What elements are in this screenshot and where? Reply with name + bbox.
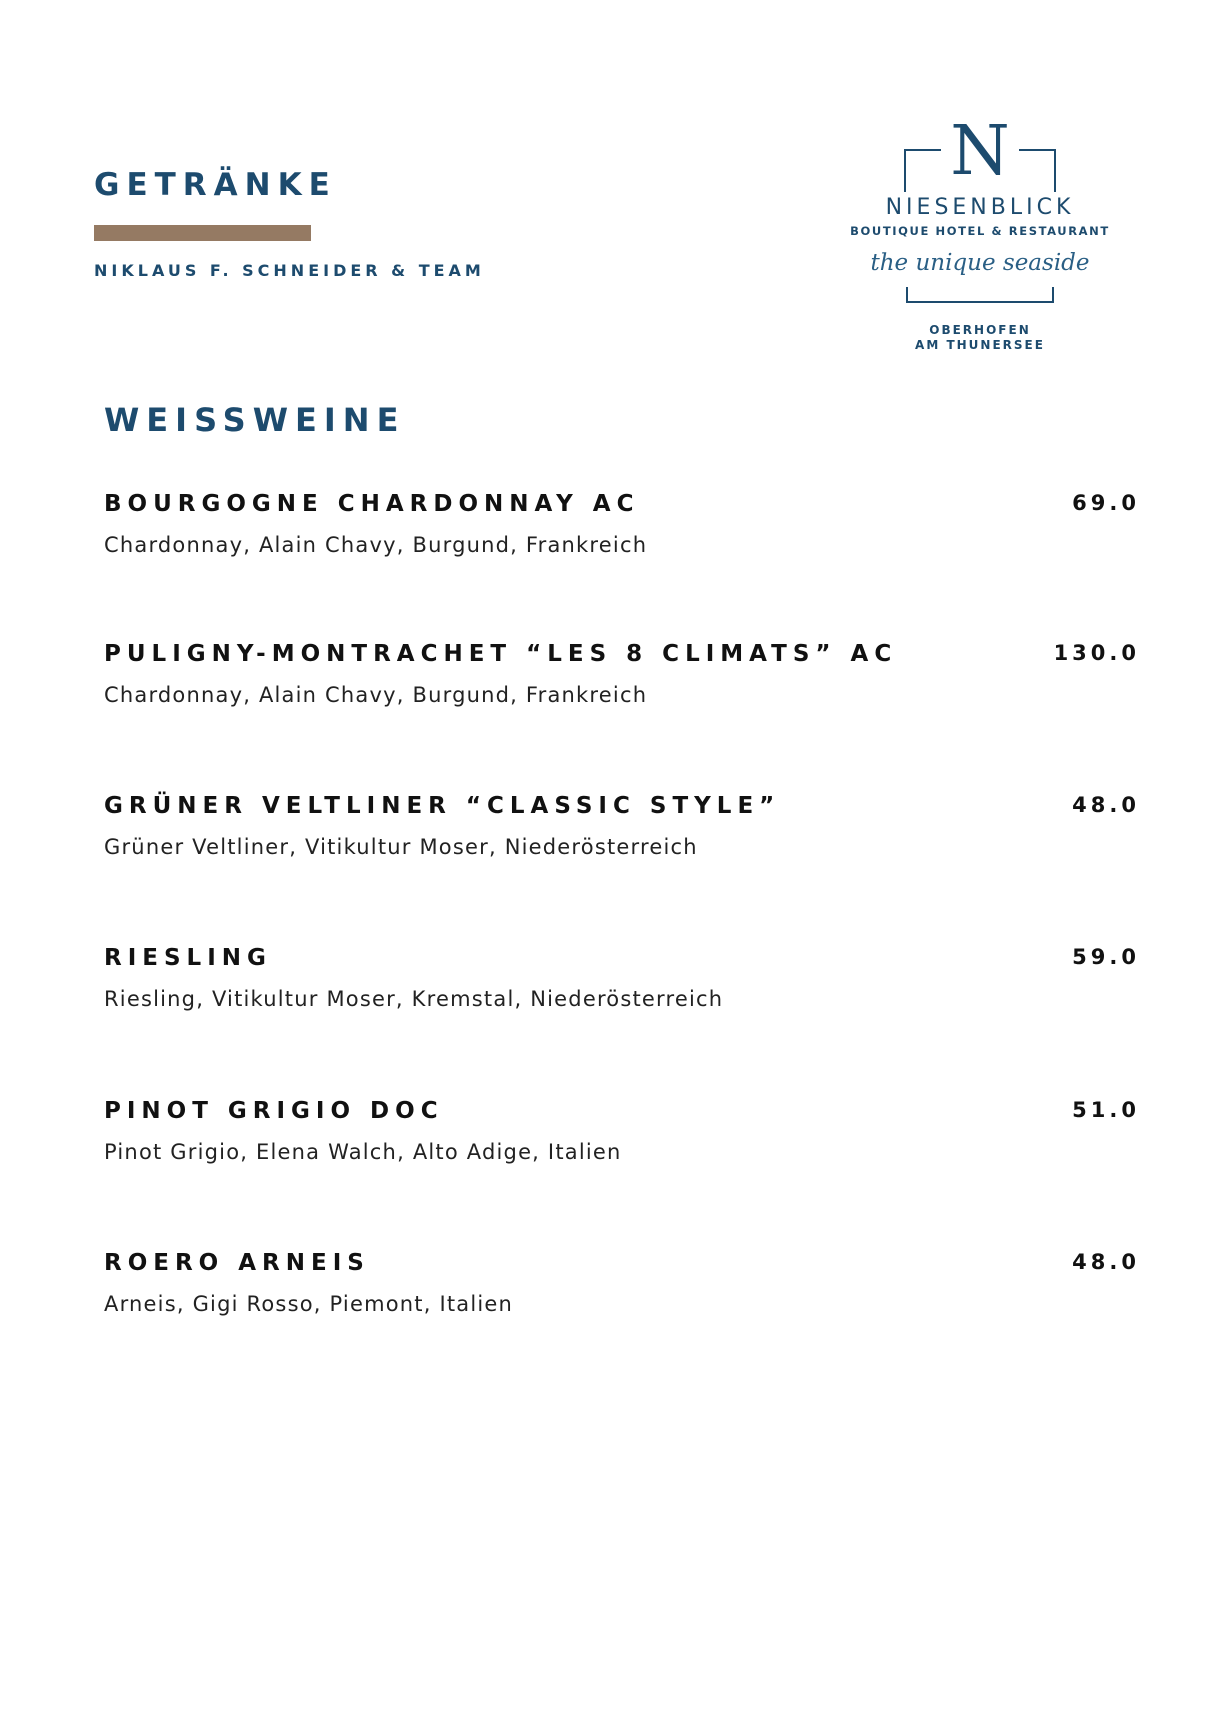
- wine-name: PINOT GRIGIO DOC: [104, 1098, 444, 1124]
- logo-tagline: BOUTIQUE HOTEL & RESTAURANT: [850, 224, 1110, 238]
- wine-item: [104, 643, 1144, 733]
- wine-name: GRÜNER VELTLINER “CLASSIC STYLE”: [104, 793, 781, 819]
- wine-item: [104, 493, 1144, 583]
- wine-name: BOURGOGNE CHARDONNAY AC: [104, 491, 640, 517]
- wine-name: RIESLING: [104, 945, 272, 971]
- wine-item: [104, 1100, 1144, 1190]
- wine-price: 48.0: [1072, 1250, 1140, 1274]
- wine-description: Riesling, Vitikultur Moser, Kremstal, Niederösterreich: [104, 987, 724, 1011]
- wine-price: 130.0: [1053, 641, 1140, 665]
- page-subtitle: NIKLAUS F. SCHNEIDER & TEAM: [94, 261, 485, 280]
- logo-script: the unique seaside: [870, 250, 1090, 276]
- wine-price: 48.0: [1072, 793, 1140, 817]
- wine-price: 59.0: [1072, 945, 1140, 969]
- wine-description: Chardonnay, Alain Chavy, Burgund, Frankreich: [104, 533, 648, 557]
- logo-location-line1: OBERHOFEN: [929, 323, 1031, 337]
- section-title: WEISSWEINE: [104, 401, 406, 439]
- title-underline-bar: [94, 225, 311, 241]
- wine-price: 69.0: [1072, 491, 1140, 515]
- page-title: GETRÄNKE: [94, 167, 337, 203]
- wine-description: Chardonnay, Alain Chavy, Burgund, Frankreich: [104, 683, 648, 707]
- wine-description: Pinot Grigio, Elena Walch, Alto Adige, Italien: [104, 1140, 622, 1164]
- wine-item: [104, 947, 1144, 1037]
- svg-text:N: N: [950, 112, 1010, 191]
- wine-description: Grüner Veltliner, Vitikultur Moser, Niederösterreich: [104, 835, 698, 859]
- wine-name: ROERO ARNEIS: [104, 1250, 370, 1276]
- logo-name: NIESENBLICK: [885, 195, 1075, 220]
- wine-item: [104, 1252, 1144, 1342]
- wine-description: Arneis, Gigi Rosso, Piemont, Italien: [104, 1292, 514, 1316]
- wine-item: [104, 795, 1144, 885]
- hotel-logo: [845, 112, 1115, 357]
- wine-price: 51.0: [1072, 1098, 1140, 1122]
- wine-name: PULIGNY-MONTRACHET “LES 8 CLIMATS” AC: [104, 641, 898, 667]
- logo-location-line2: AM THUNERSEE: [915, 338, 1045, 352]
